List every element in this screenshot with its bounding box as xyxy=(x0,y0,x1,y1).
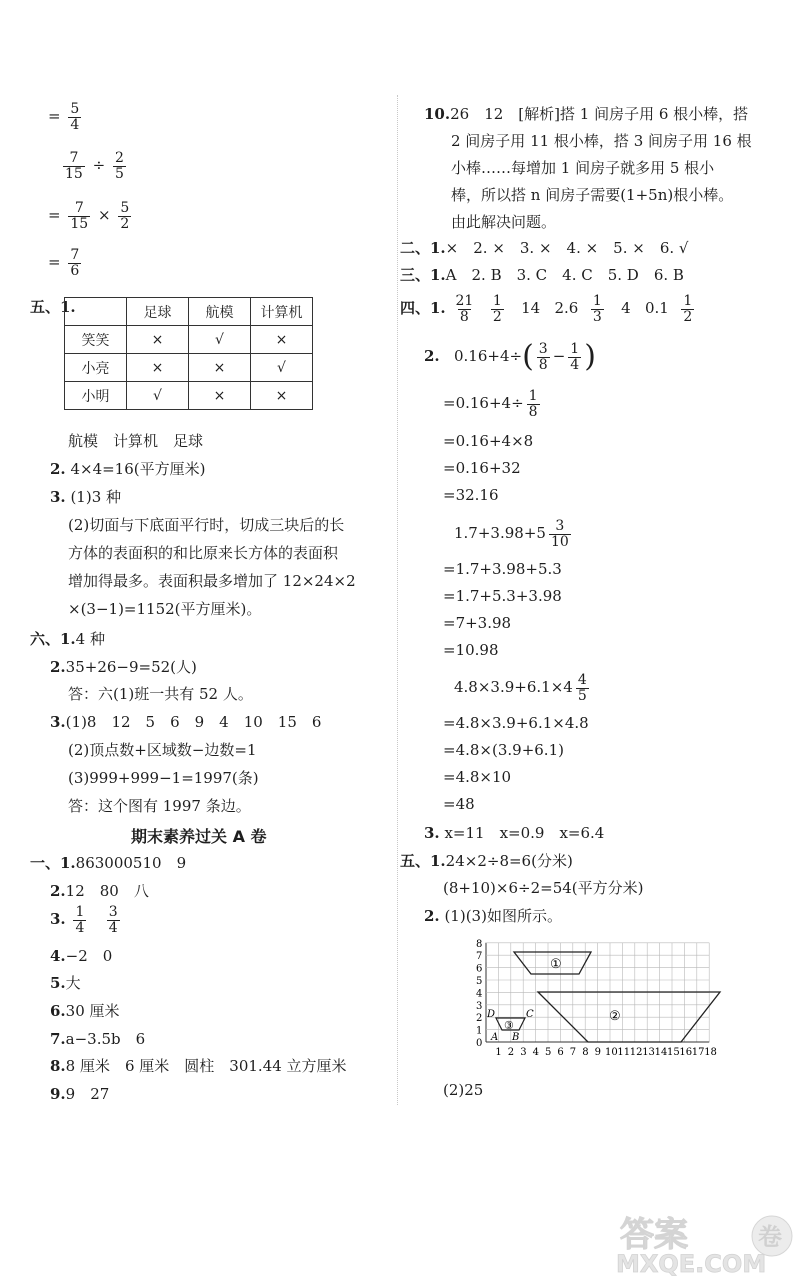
question-4: 4.−2 0 xyxy=(50,947,113,965)
question-2: 2.12 80 八 xyxy=(50,882,149,900)
x-tick-label: 14 xyxy=(654,1047,668,1058)
table-cell: × xyxy=(127,354,189,382)
preference-table xyxy=(64,297,313,410)
x-tick-label: 4 xyxy=(532,1047,539,1058)
table-cell: × xyxy=(251,382,313,410)
x-tick-label: 15 xyxy=(667,1047,680,1058)
answer-line: 答：这个图有 1997 条边。 xyxy=(68,797,251,815)
x-tick-label: 2 xyxy=(507,1047,515,1058)
x-tick-label: 6 xyxy=(557,1047,564,1058)
table-cell: 小亮 xyxy=(65,354,127,382)
table-cell: √ xyxy=(189,326,251,354)
fraction: $\frac{21}{8}$ xyxy=(455,293,474,325)
fraction: $\frac{5}{4}$ xyxy=(70,101,80,133)
question-3: 3.(1)8 12 5 6 9 4 10 15 6 xyxy=(50,713,322,731)
x-axis-ticks xyxy=(495,1047,717,1058)
table-row xyxy=(65,326,313,354)
y-tick-label: 8 xyxy=(476,938,483,950)
calc-step: =0.16+4÷ $\frac{1}{8}$ xyxy=(443,388,538,420)
table-row xyxy=(65,382,313,410)
calc-step: =4.8×3.9+6.1×4.8 xyxy=(443,714,589,732)
x-tick-label: 5 xyxy=(545,1047,552,1058)
y-tick-label: 0 xyxy=(476,1038,483,1049)
table-cell xyxy=(65,298,127,326)
calc-step: =7+3.98 xyxy=(443,614,512,632)
equals: = xyxy=(48,107,61,126)
table-cell: × xyxy=(127,326,189,354)
answer-line: 方体的表面积的和比原来长方体的表面积 xyxy=(68,544,339,562)
calc-step: =1.7+5.3+3.98 xyxy=(443,587,562,605)
shape-3-label: ③ xyxy=(504,1019,514,1032)
column-divider xyxy=(397,95,398,1105)
fraction: $\frac{7}{15}$ xyxy=(65,150,83,182)
table-cell: × xyxy=(189,354,251,382)
answer-line: (8+10)×6÷2=54(平方分米) xyxy=(443,879,644,897)
calc-line-2: $\frac{7}{15}$ ÷ $\frac{2}{5}$ xyxy=(65,150,124,182)
answer-line: 2 间房子用 11 根小棒，搭 3 间房子用 16 根 xyxy=(451,132,752,150)
point-label-a: A xyxy=(491,1032,499,1043)
table-cell: √ xyxy=(251,354,313,382)
fraction: $\frac{1}{2}$ xyxy=(683,293,693,325)
y-tick-label: 5 xyxy=(476,976,483,987)
section-1: 一、1.863000510 9 xyxy=(30,854,187,872)
x-tick-label: 7 xyxy=(569,1047,577,1058)
table-cell: 足球 xyxy=(127,298,189,326)
question-9: 9.9 27 xyxy=(50,1085,110,1103)
answer-line: 答：六(1)班一共有 52 人。 xyxy=(68,685,253,703)
fraction: $\frac{1}{8}$ xyxy=(528,388,538,420)
question-2: 2. (1)(3)如图所示。 xyxy=(424,907,562,925)
table-cell: 航模 xyxy=(189,298,251,326)
shape-1-label: ① xyxy=(550,957,562,972)
table-cell: 计算机 xyxy=(251,298,313,326)
answer-line: ×(3−1)=1152(平方厘米)。 xyxy=(68,600,262,618)
fraction: $\frac{1}{2}$ xyxy=(492,293,502,325)
calc-line-4: = $\frac{7}{6}$ xyxy=(48,247,80,279)
svg-text:MXQE.COM: MXQE.COM xyxy=(616,1250,767,1276)
question-3: 3. x=11 x=0.9 x=6.4 xyxy=(424,824,605,842)
calc-step: =0.16+32 xyxy=(443,459,521,477)
x-tick-label: 8 xyxy=(582,1047,589,1058)
y-tick-label: 7 xyxy=(476,951,483,963)
calc-expression-3: 4.8×3.9+6.1×4 $\frac{4}{5}$ xyxy=(454,672,587,704)
y-tick-label: 4 xyxy=(476,988,483,1000)
calc-step: =48 xyxy=(443,795,475,813)
question-6: 6.30 厘米 xyxy=(50,1002,120,1020)
answer-line: (2)切面与下底面平行时，切成三块后的长 xyxy=(68,516,345,534)
fraction: $\frac{2}{5}$ xyxy=(114,150,124,182)
x-tick-label: 3 xyxy=(520,1047,527,1058)
answer-line: (2)顶点数+区域数−边数=1 xyxy=(68,741,257,759)
answer-line: (2)25 xyxy=(443,1081,484,1099)
y-tick-label: 1 xyxy=(476,1025,483,1037)
x-tick-label: 11 xyxy=(617,1047,631,1058)
fraction: $\frac{5}{2}$ xyxy=(120,200,130,232)
y-axis-ticks xyxy=(476,939,482,1049)
x-tick-label: 9 xyxy=(594,1047,601,1058)
question-7: 7.a−3.5b 6 xyxy=(50,1030,146,1048)
x-tick-label: 1 xyxy=(495,1047,502,1058)
point-label-c: C xyxy=(526,1009,534,1020)
grid-figure xyxy=(474,934,736,1060)
fraction: $\frac{7}{15}$ xyxy=(70,200,89,232)
table-cell: 小明 xyxy=(65,382,127,410)
calc-step: =4.8×10 xyxy=(443,768,512,786)
question-2: 2. 4×4=16(平方厘米) xyxy=(50,460,206,478)
fraction: $\frac{1}{4}$ xyxy=(570,341,580,373)
section-5-label: 五、1. xyxy=(30,298,76,316)
point-label-b: B xyxy=(512,1032,520,1043)
section-4-q1: 四、1. $\frac{21}{8}$ $\frac{1}{2}$ 14 2.6 $\frac{1}{3}$ 4 0.1 $\frac{1}{2}$ xyxy=(400,293,693,325)
watermark-logo xyxy=(612,1212,802,1276)
svg-text:答案: 答案 xyxy=(620,1215,688,1255)
fraction: $\frac{3}{8}$ xyxy=(538,341,548,373)
answer-line: (3)999+999−1=1997(条) xyxy=(68,769,259,787)
fraction: $\frac{4}{5}$ xyxy=(577,672,587,704)
calc-step: =0.16+4×8 xyxy=(443,432,534,450)
table-cell: 笑笑 xyxy=(65,326,127,354)
answer-line: 小棒……每增加 1 间房子就多用 5 根小 xyxy=(451,159,715,177)
section-6: 六、1.4 种 xyxy=(30,630,105,648)
calc-line-3: = $\frac{7}{15}$ × $\frac{5}{2}$ xyxy=(48,200,130,232)
y-tick-label: 6 xyxy=(476,963,483,975)
question-3: 3. $\frac{1}{4}$ $\frac{3}{4}$ xyxy=(50,904,118,936)
calc-expression-2: 1.7+3.98+5 $\frac{3}{10}$ xyxy=(454,518,569,550)
calc-step: =4.8×(3.9+6.1) xyxy=(443,741,564,759)
table-header-row xyxy=(65,298,313,326)
x-tick-label: 18 xyxy=(704,1047,717,1058)
fraction: $\frac{1}{4}$ xyxy=(75,904,85,936)
question-3: 3. (1)3 种 xyxy=(50,488,122,506)
x-tick-label: 12 xyxy=(629,1047,643,1058)
x-tick-label: 16 xyxy=(679,1047,693,1058)
shape-2-label: ② xyxy=(609,1009,621,1024)
question-2: 2.35+26−9=52(人) xyxy=(50,658,197,676)
fraction: $\frac{1}{3}$ xyxy=(592,293,602,325)
section-3: 三、1.A 2. B 3. C 4. C 5. D 6. B xyxy=(400,266,684,284)
y-tick-label: 2 xyxy=(476,1013,483,1025)
answer-line: 棒，所以搭 n 间房子需要(1+5n)根小棒。 xyxy=(451,186,734,204)
x-tick-label: 10 xyxy=(605,1047,618,1058)
svg-text:卷: 卷 xyxy=(758,1223,782,1251)
calc-line-1 xyxy=(48,102,84,132)
question-5: 5.大 xyxy=(50,974,81,992)
answer-text: 航模 计算机 足球 xyxy=(68,432,204,450)
question-10: 10.26 12 [解析]搭 1 间房子用 6 根小棒，搭 xyxy=(424,105,749,123)
fraction: $\frac{3}{10}$ xyxy=(550,518,569,550)
x-tick-label: 17 xyxy=(691,1047,705,1058)
answer-line: 由此解决问题。 xyxy=(451,213,557,231)
calc-expression-1: 2. 0.16+4÷( $\frac{3}{8}$ − $\frac{1}{4}$ ) xyxy=(424,339,596,375)
question-8: 8.8 厘米 6 厘米 圆柱 301.44 立方厘米 xyxy=(50,1057,347,1075)
fraction: $\frac{3}{4}$ xyxy=(108,904,118,936)
answer-line: 增加得最多。表面积最多增加了 12×24×2 xyxy=(68,572,356,590)
x-tick-label: 13 xyxy=(642,1047,655,1058)
point-label-d: D xyxy=(487,1009,496,1020)
table-cell: √ xyxy=(127,382,189,410)
table-row xyxy=(65,354,313,382)
calc-step: =10.98 xyxy=(443,641,499,659)
exam-title: 期末素养过关 A 卷 xyxy=(131,827,267,846)
table-cell: × xyxy=(251,326,313,354)
section-5: 五、1.24×2÷8=6(分米) xyxy=(400,852,573,870)
section-2: 二、1.× 2. × 3. × 4. × 5. × 6. √ xyxy=(400,239,689,257)
calc-step: =1.7+3.98+5.3 xyxy=(443,560,562,578)
table-cell: × xyxy=(189,382,251,410)
calc-step: =32.16 xyxy=(443,486,499,504)
y-tick-label: 3 xyxy=(476,1000,483,1012)
fraction: $\frac{7}{6}$ xyxy=(70,247,80,279)
